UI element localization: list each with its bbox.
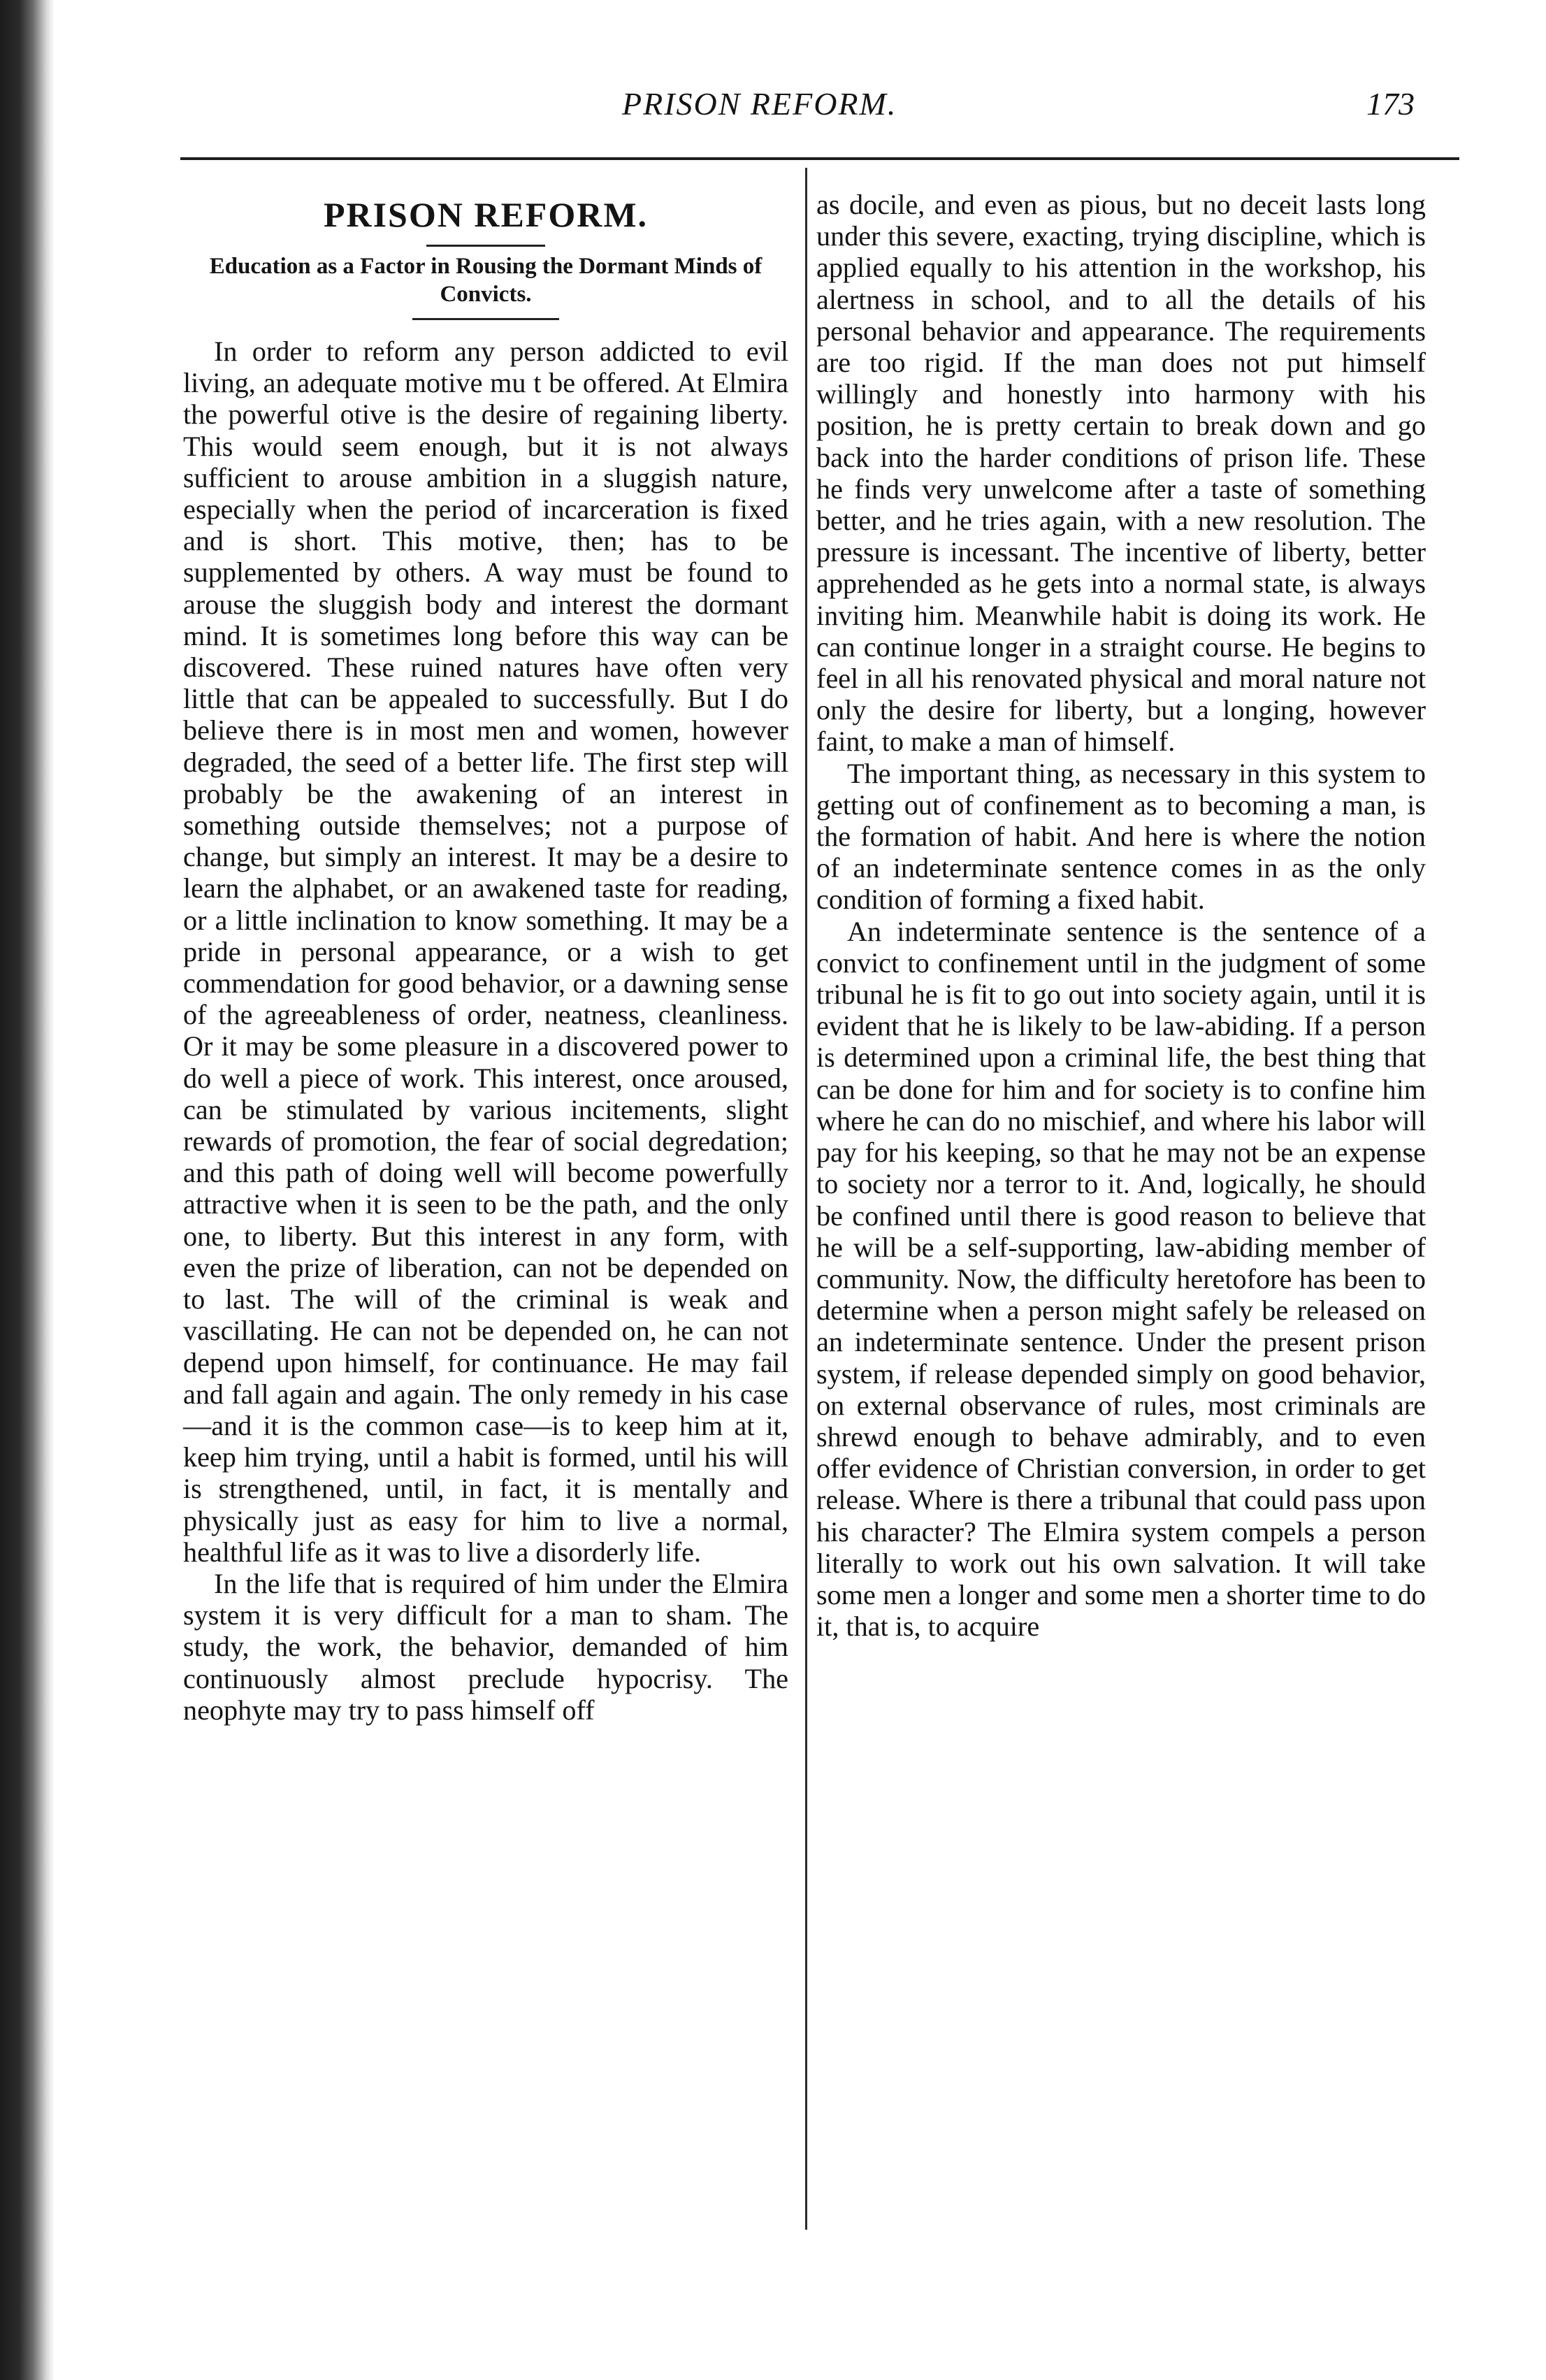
paragraph: An indeterminate sentence is the sentence of a convict to confinement until in the judgment of some tribunal he is fit to go out into society again, until it is evident that he is likely to be law-abiding. If a person is determined upon a criminal life, the best thing that can be done for him and for society is to confine him where he can do no mischief, and where his labor will pay for his keeping, so that he may not be an expense to society nor a terror to it. And, logically, he should be confined until there is good reason to believe that he will be a self-supporting, law-abiding member of community. Now, the difficulty heretofore has been to determine when a person might safely be released on an indeterminate sentence. Under the present prison system, if release depended simply on good behavior, on external observance of rules, most criminals are shrewd enough to behave admirably, and to even offer evidence of Christian conversion, in order to get release. Where is there a tribunal that could pass upon his character? The Elmira system compels a person literally to work out his own salvation. It will take some men a longer and some men a shorter time to do it, that is, to acquire [816,915,1426,1643]
subtitle-rule [412,318,559,320]
header-rule [180,157,1459,160]
column-divider [805,168,807,2230]
paragraph: In order to reform any person addicted to evil living, an adequate motive mu t be offered. At Elmira the powerful otive is the desire of regaining liberty. This would seem enough, but it is not always sufficient to arouse ambition in a sluggish nature, especially when the period of incarceration is fixed and is short. This motive, then; has to be supplemented by others. A way must be found to arouse the sluggish body and interest the dormant mind. It is sometimes long before this way can be discovered. These ruined natures have often very little that can be appealed to successfully. But I do believe there is in most men and women, however degraded, the seed of a better life. The first step will probably be the awakening of an interest in something outside themselves; not a purpose of change, but simply an interest. It may be a desire to learn the alphabet, or an awakened taste for reading, or a little inclination to know something. It may be a pride in personal appearance, or a wish to get commendation for good behavior, or a dawning sense of the agreeableness of order, neatness, cleanliness. Or it may be some pleasure in a discovered power to do well a piece of work. This interest, once aroused, can be stimulated by various incitements, slight rewards of promotion, the fear of social degredation; and this path of doing well will become powerfully attractive when it is seen to be the path, and the only one, to liberty. But this interest in any form, with even the prize of liberation, can not be depended on to last. The will of the criminal is weak and vascillating. He can not be depended on, he can not depend upon himself, for continuance. He may fail and fall again and again. The only remedy in his case—and it is the common case—is to keep him at it, keep him trying, until a habit is formed, until his will is strengthened, until, in fact, it is mentally and physically just as easy for him to live a normal, healthful life as it was to live a disorderly life. [183,336,788,1568]
running-head: PRISON REFORM. [622,86,897,122]
scanned-binding-edge [0,0,55,2380]
page-number: 173 [1366,86,1415,122]
title-rule [426,245,545,247]
right-column [816,189,1426,1642]
article-title: PRISON REFORM. [323,195,649,234]
paragraph: The important thing, as necessary in this system to getting out of confinement as to becoming a man, is the formation of habit. And here is where the notion of an indeterminate sentence comes in as the only condition of forming a fixed habit. [816,757,1426,916]
left-column [183,183,788,1726]
article-subtitle: Education as a Factor in Rousing the Dormant Minds of Convicts. [209,254,763,307]
paragraph: In the life that is required of him under the Elmira system it is very difficult for a man to sham. The study, the work, the behavior, demanded of him continuously almost preclude hypocrisy. The neophyte may try to pass himself off [183,1567,788,1726]
paragraph: as docile, and even as pious, but no deceit lasts long under this severe, exacting, trying discipline, which is applied equally to his attention in the workshop, his alertness in school, and to all the details of his personal behavior and appearance. The requirements are too rigid. If the man does not put himself willingly and honestly into harmony with his position, he is pretty certain to break down and go back into the harder conditions of prison life. These he finds very unwelcome after a taste of something better, and he tries again, with a new resolution. The pressure is incessant. The incentive of liberty, better apprehended as he gets into a normal state, is always inviting him. Meanwhile habit is doing its work. He can continue longer in a straight course. He begins to feel in all his renovated physical and moral nature not only the desire for liberty, but a longing, however faint, to make a man of himself. [816,189,1426,758]
